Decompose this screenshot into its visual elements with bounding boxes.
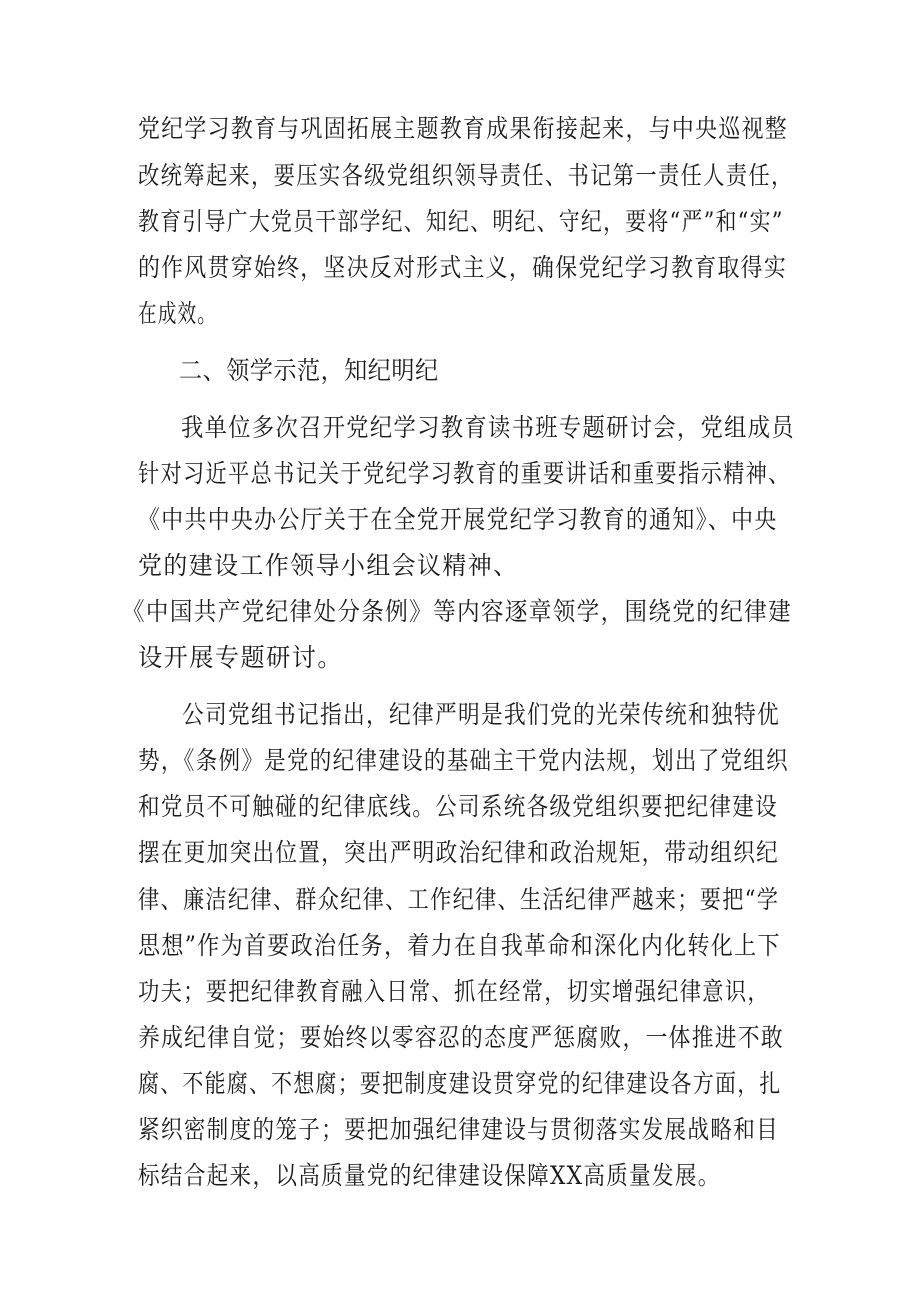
text-line: 势，《条例》是党的纪律建设的基础主干党内法规，划出了党组织 — [138, 746, 790, 775]
text-line: 《中共中央办公厅关于在全党开展党纪学习教育的通知》、中央 — [138, 505, 778, 534]
text-line: 和党员不可触碰的纪律底线。公司系统各级党组织要把纪律建设 — [138, 792, 779, 821]
text-line: 律、廉洁纪律、群众纪律、工作纪律、生活纪律严越来；要把“学 — [138, 885, 780, 914]
text-line: 摆在更加突出位置，突出严明政治纪律和政治规矩，带动组织纪 — [138, 838, 780, 867]
text-line: 思想”作为首要政治任务，着力在自我革命和深化内化转化上下 — [138, 931, 781, 960]
text-line: 紧织密制度的笼子；要把加强纪律建设与贯彻落实发展战略和目 — [138, 1115, 780, 1144]
text-line: 《中国共产党纪律处分条例》等内容逐章领学，围绕党的纪律建 — [122, 597, 793, 626]
text-line: 公司党组书记指出，纪律严明是我们党的光荣传统和独特优 — [182, 700, 781, 729]
text-line: 标结合起来，以高质量党的纪律建设保障XX高质量发展。 — [138, 1161, 721, 1190]
section-heading: 二、领学示范，知纪明纪 — [179, 356, 439, 385]
text-line: 我单位多次召开党纪学习教育读书班专题研讨会，党组成员 — [181, 413, 796, 442]
text-line: 教育引导广大党员干部学纪、知纪、明纪、守纪，要将“严”和“实” — [138, 207, 784, 236]
text-line: 腐、不能腐、不想腐；要把制度建设贯穿党的纪律建设各方面，扎 — [138, 1069, 782, 1098]
text-line: 养成纪律自觉；要始终以零容忍的态度严惩腐败，一体推进不敢 — [138, 1023, 785, 1052]
text-line: 功夫；要把纪律教育融入日常、抓在经常，切实增强纪律意识， — [138, 977, 771, 1006]
text-line: 党纪学习教育与巩固拓展主题教育成果衔接起来，与中央巡视整 — [138, 114, 789, 143]
text-line: 设开展专题研讨。 — [138, 643, 344, 672]
text-line: 的作风贯穿始终，坚决反对形式主义，确保党纪学习教育取得实 — [138, 253, 788, 282]
text-line: 针对习近平总书记关于党纪学习教育的重要讲话和重要指示精神、 — [138, 459, 791, 488]
text-line: 党的建设工作领导小组会议精神、 — [138, 551, 519, 580]
text-line: 在成效。 — [138, 299, 218, 328]
text-line: 改统筹起来，要压实各级党组织领导责任、书记第一责任人责任， — [138, 161, 794, 190]
